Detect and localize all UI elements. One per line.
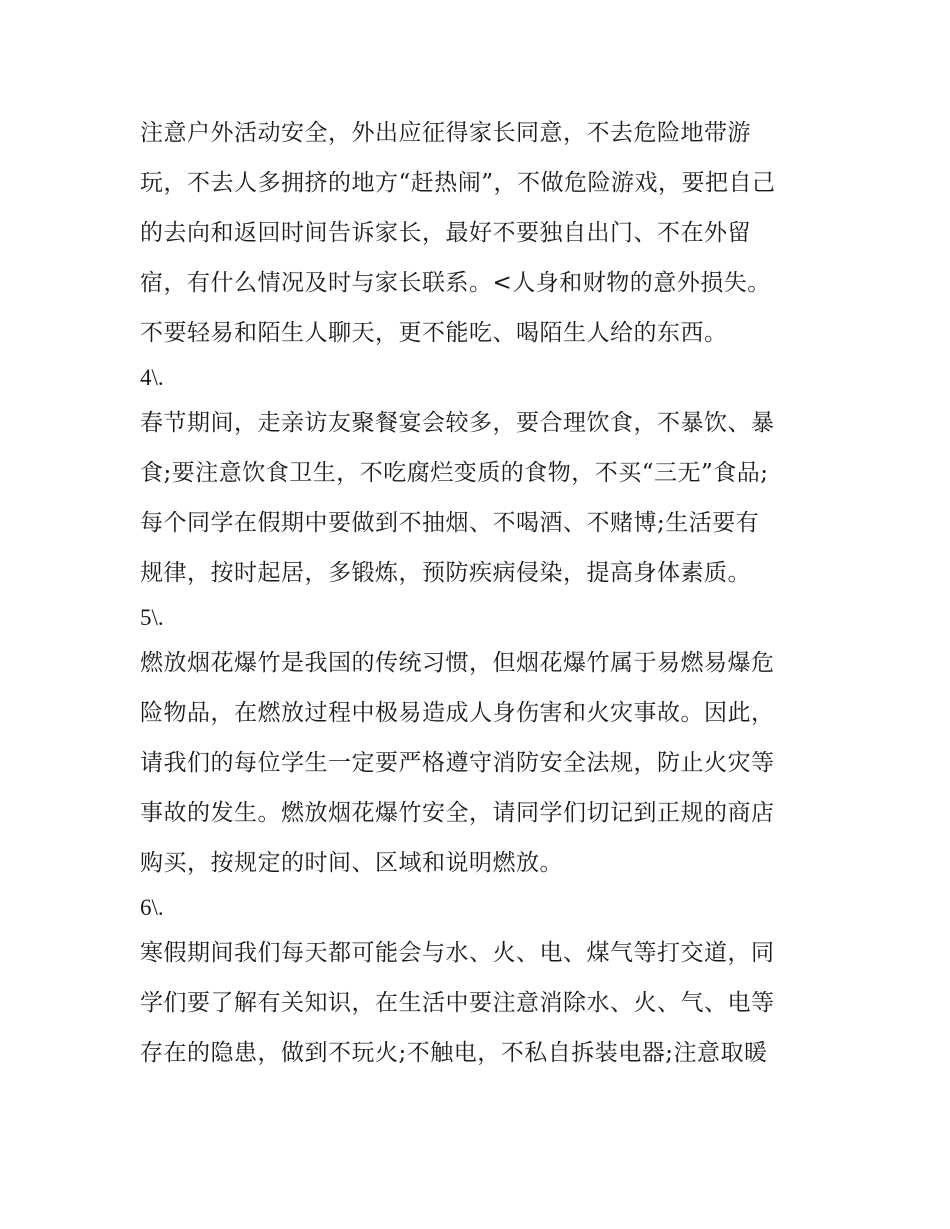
text-line: 玩，不去人多拥挤的地方“赶热闹”，不做危险游戏，要把自己	[140, 170, 776, 196]
text-line: 学们要了解有关知识，在生活中要注意消除水、火、气、电等	[140, 990, 775, 1016]
text-line: 寒假期间我们每天都可能会与水、火、电、煤气等打交道，同	[140, 940, 775, 966]
text-line: 燃放烟花爆竹是我国的传统习惯，但烟花爆竹属于易燃易爆危	[140, 650, 775, 676]
text-line: 险物品，在燃放过程中极易造成人身伤害和火灾事故。因此，	[140, 700, 775, 726]
section-number: 4\.	[140, 365, 164, 390]
text-line: 食;要注意饮食卫生，不吃腐烂变质的食物，不买“三无”食品;	[140, 460, 769, 486]
document-body	[140, 108, 820, 1078]
text-line: 购买，按规定的时间、区域和说明燃放。	[140, 850, 563, 876]
section-number: 6\.	[140, 895, 164, 920]
text-line: 注意户外活动安全，外出应征得家长同意，不去危险地带游	[140, 120, 751, 146]
text-line: 请我们的每位学生一定要严格遵守消防安全法规，防止火灾等	[140, 750, 775, 776]
text-line: 规律，按时起居，多锻炼，预防疾病侵染，提高身体素质。	[140, 560, 751, 586]
text-line: 每个同学在假期中要做到不抽烟、不喝酒、不赌博;生活要有	[140, 510, 760, 536]
text-line: 的去向和返回时间告诉家长，最好不要独自出门、不在外留	[140, 220, 751, 246]
text-line: 存在的隐患，做到不玩火;不触电，不私自拆装电器;注意取暖	[140, 1040, 768, 1066]
section-number: 5\.	[140, 605, 164, 630]
text-line: 不要轻易和陌生人聊天，更不能吃、喝陌生人给的东西。	[140, 320, 728, 346]
text-line: 事故的发生。燃放烟花爆竹安全，请同学们切记到正规的商店	[140, 800, 775, 826]
text-line: 宿，有什么情况及时与家长联系。<人身和财物的意外损失。	[140, 270, 771, 296]
text-line: 春节期间，走亲访友聚餐宴会较多，要合理饮食，不暴饮、暴	[140, 410, 775, 436]
